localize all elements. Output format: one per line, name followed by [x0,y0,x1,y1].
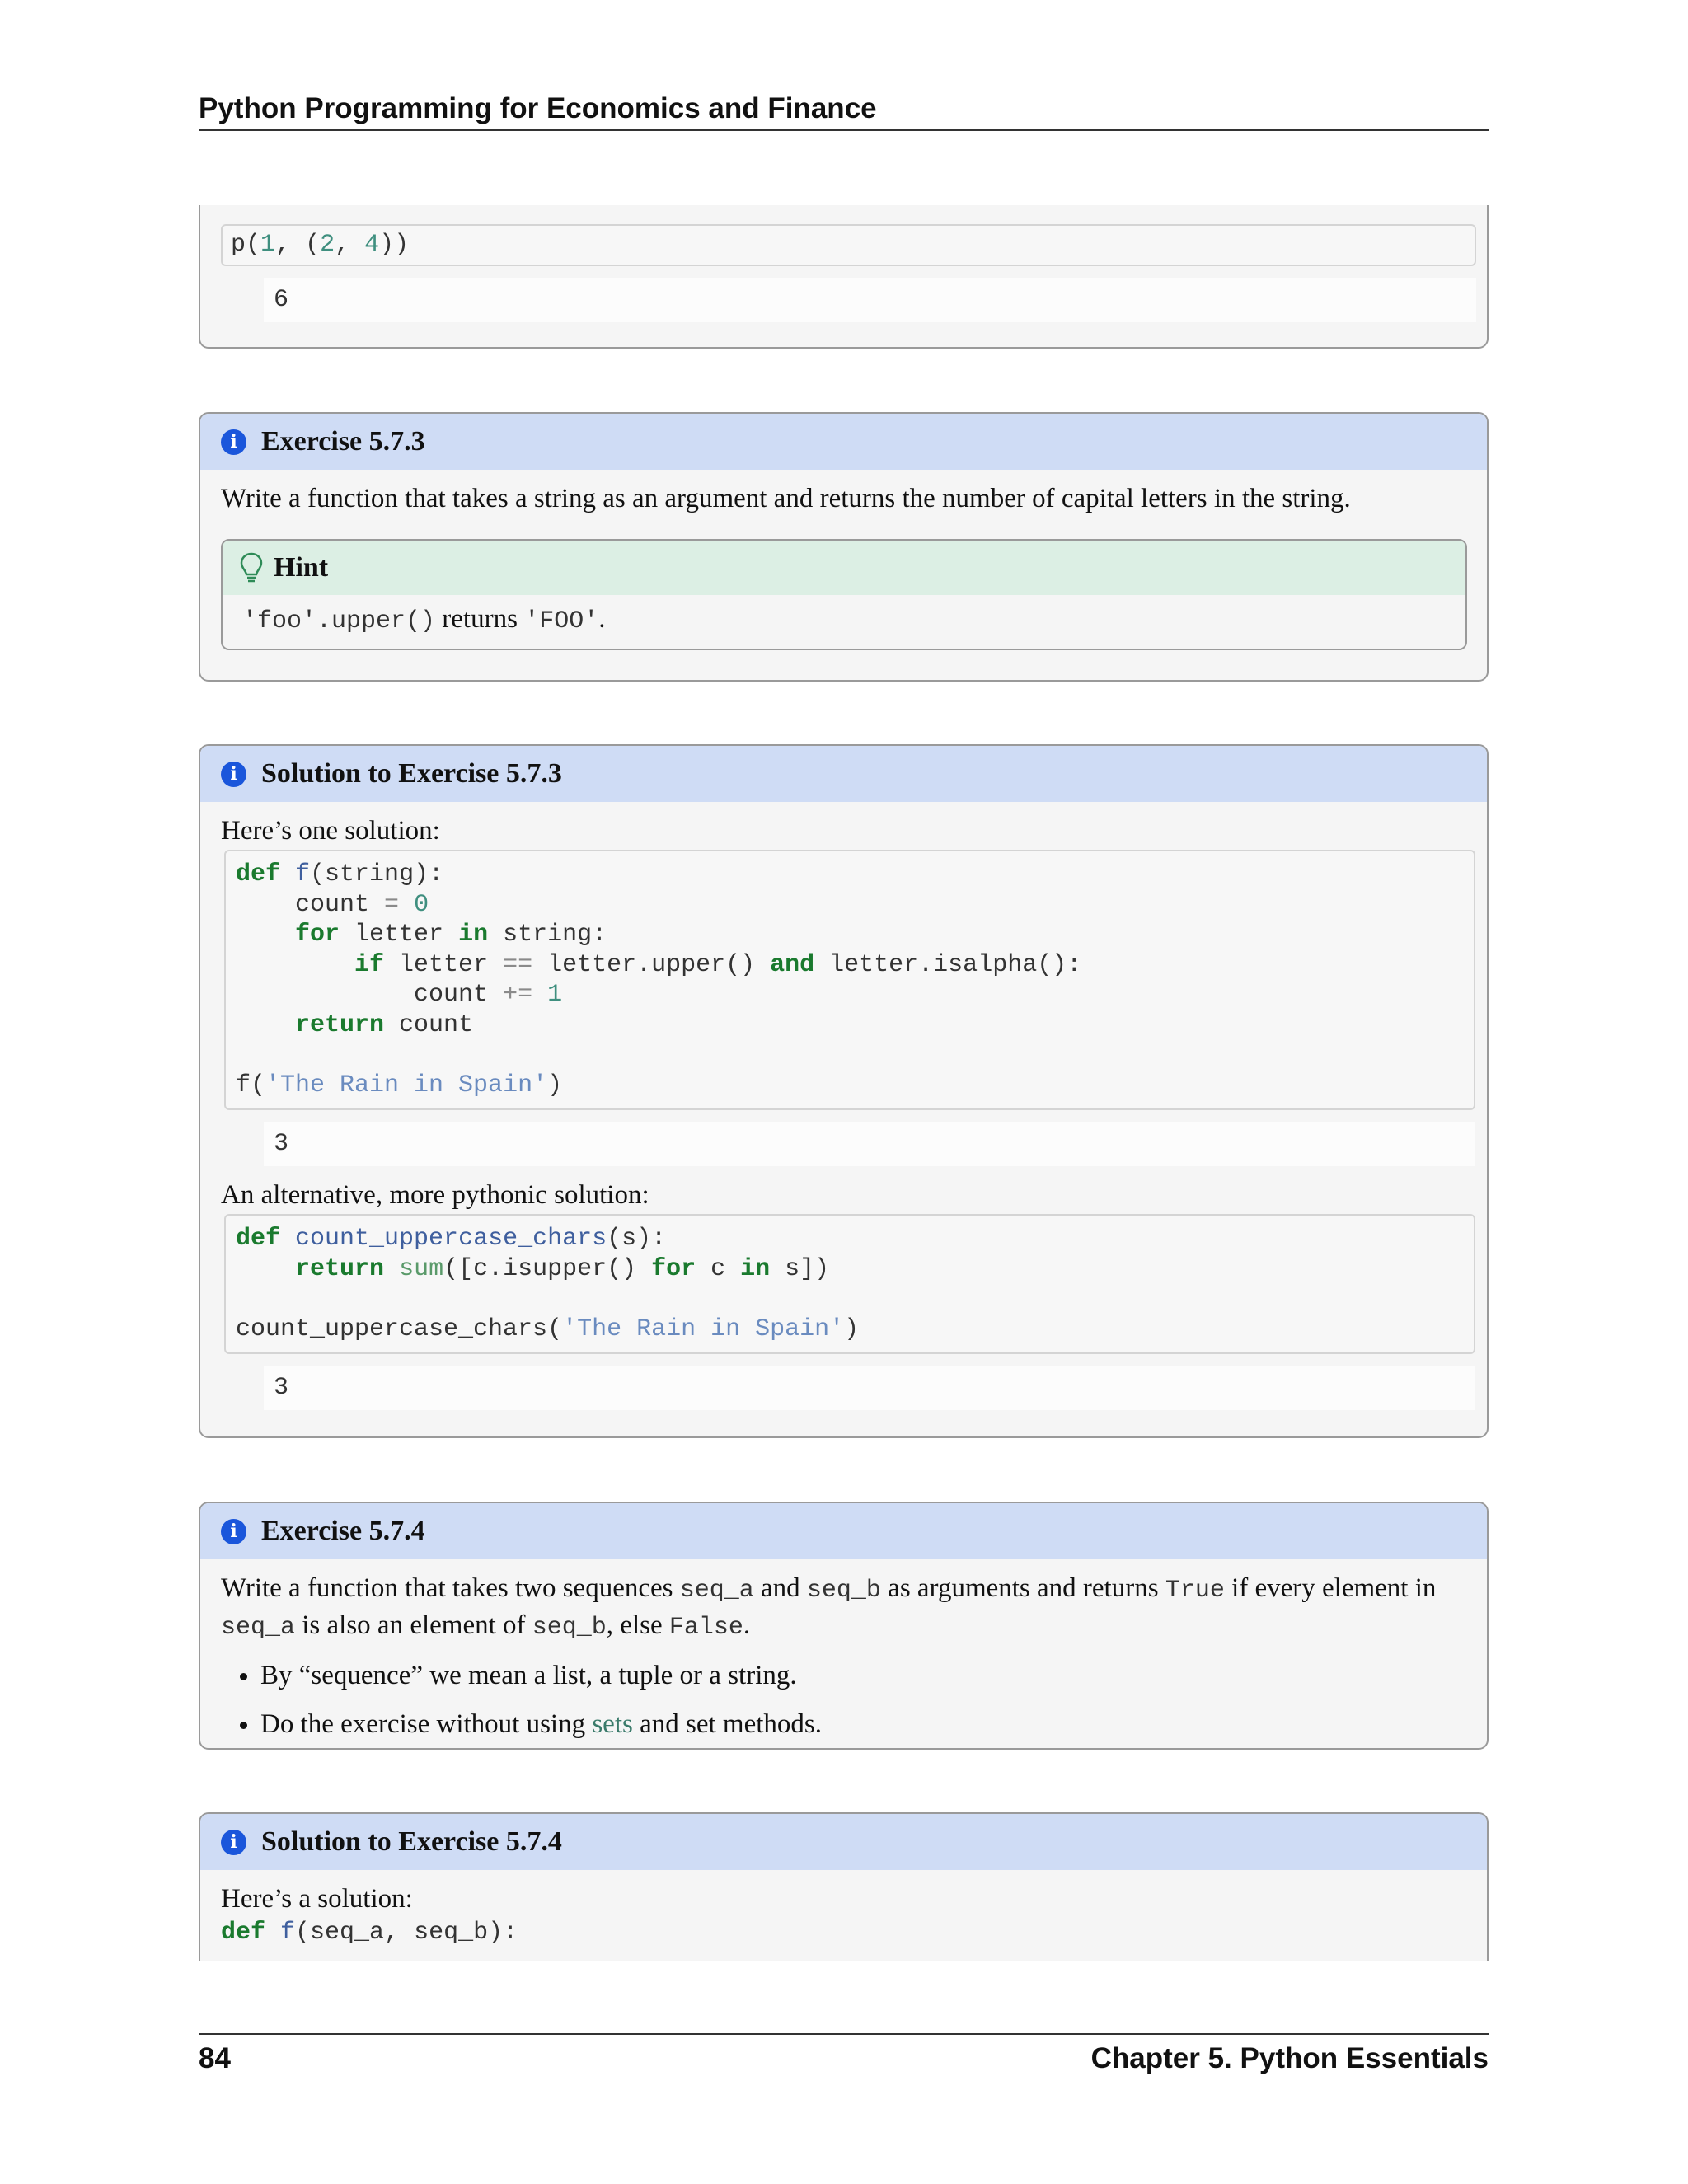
footer-rule [199,2033,1489,2035]
lightbulb-icon [239,551,264,584]
code-output: 6 [264,278,1476,322]
hint-text: 'foo'.upper() returns 'FOO'. [242,604,606,635]
exercise-5-7-4 [199,1502,1489,1750]
exercise-title: Exercise 5.7.3 [261,426,425,457]
header-rule [199,129,1489,131]
running-footer-chapter: Chapter 5. Python Essentials [1090,2042,1489,2074]
exercise-text: Write a function that takes a string as an argument and returns the number of capital letters in the string. [221,484,1351,513]
solution-title: Solution to Exercise 5.7.4 [261,1826,562,1857]
code-line: def f(seq_a, seq_b): [221,1919,518,1947]
info-icon: i [221,1519,246,1544]
info-icon: i [221,762,246,787]
solution-title: Solution to Exercise 5.7.3 [261,758,562,789]
code-cell: def f(string): count = 0 for letter in string: if letter == letter.upper() and letter.isalpha(): count += 1 return count f('The Rain in Spain') [224,850,1475,1110]
sets-link[interactable]: sets [592,1709,633,1739]
list-item: • By “sequence” we mean a list, a tuple or a string. [260,1658,1475,1693]
code-cell: def count_uppercase_chars(s): return sum([c.isupper() for c in s]) count_uppercase_chars('The Rain in Spain') [224,1214,1475,1354]
solution-5-7-3 [199,744,1489,1438]
solution-intro: Here’s one solution: [221,816,440,846]
page-number: 84 [199,2042,231,2074]
continued-solution-block [199,205,1489,349]
code-output: 3 [264,1366,1475,1410]
info-icon: i [221,1830,246,1855]
exercise-title: Exercise 5.7.4 [261,1516,425,1546]
alternative-intro: An alternative, more pythonic solution: [221,1180,649,1210]
exercise-5-7-3 [199,412,1489,682]
info-icon: i [221,429,246,455]
exercise-text: Write a function that takes two sequences seq_a and seq_b as arguments and returns True if every element in seq_a is also an element of seq_b, else False. [221,1573,1437,1642]
running-header-title: Python Programming for Economics and Finance [199,92,877,124]
code-cell: p(1, (2, 4)) [221,224,1476,266]
solution-5-7-4 [199,1812,1489,1961]
hint-title: Hint [274,552,329,583]
solution-intro: Here’s a solution: [221,1884,413,1914]
hint-box [221,539,1467,650]
code-output: 3 [264,1122,1475,1166]
list-item: • Do the exercise without using sets and set methods. [260,1707,1475,1741]
